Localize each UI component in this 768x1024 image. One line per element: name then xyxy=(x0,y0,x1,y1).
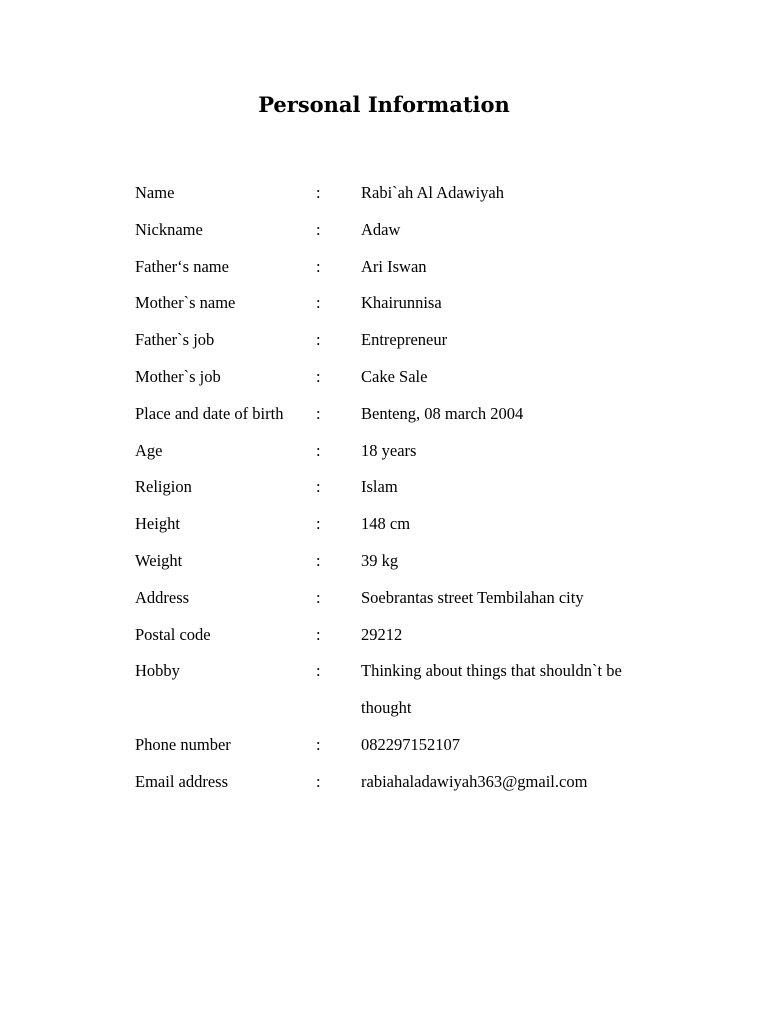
field-separator: : xyxy=(316,440,321,460)
field-value: Ari Iswan xyxy=(361,256,427,276)
field-value: 29212 xyxy=(361,624,403,644)
field-value: Soebrantas street Tembilahan city xyxy=(361,587,584,607)
field-label: Father‘s name xyxy=(135,256,229,276)
field-separator: : xyxy=(316,587,321,607)
field-label: Height xyxy=(135,514,180,534)
info-row-name xyxy=(135,175,695,212)
field-value: Entrepreneur xyxy=(361,330,448,350)
field-separator: : xyxy=(316,366,321,386)
field-separator: : xyxy=(316,771,321,791)
field-value: Benteng, 08 march 2004 xyxy=(361,403,524,423)
page-title: Personal Information xyxy=(258,92,510,117)
field-separator: : xyxy=(316,514,321,534)
info-row-height xyxy=(135,506,695,543)
field-separator: : xyxy=(316,183,321,202)
info-row-email xyxy=(135,764,695,801)
info-row-birth xyxy=(135,396,695,433)
field-value: rabiahaladawiyah363@gmail.com xyxy=(361,771,588,791)
info-row-mothers-name xyxy=(135,285,695,322)
info-row-religion xyxy=(135,469,695,506)
field-separator: : xyxy=(316,403,321,423)
field-label: Religion xyxy=(135,477,192,497)
field-label: Postal code xyxy=(135,624,211,644)
field-label: Address xyxy=(135,587,190,607)
field-value: 18 years xyxy=(361,440,417,460)
info-row-postal-code xyxy=(135,617,695,654)
field-separator: : xyxy=(316,734,321,754)
field-separator: : xyxy=(316,219,321,239)
field-label: Hobby xyxy=(135,661,180,681)
field-separator: : xyxy=(316,256,321,276)
info-row-weight xyxy=(135,543,695,580)
field-label: Phone number xyxy=(135,734,231,754)
field-value: 082297152107 xyxy=(361,734,460,754)
field-label: Age xyxy=(135,440,163,460)
info-row-nickname xyxy=(135,212,695,249)
info-row-phone xyxy=(135,727,695,764)
field-label: Place and date of birth xyxy=(135,403,284,423)
info-row-mothers-job xyxy=(135,359,695,396)
field-label: Name xyxy=(135,183,175,202)
info-row-address xyxy=(135,580,695,617)
info-row-age xyxy=(135,433,695,470)
field-label: Mother`s job xyxy=(135,366,221,386)
field-value: Islam xyxy=(361,477,398,497)
field-label: Father`s job xyxy=(135,330,215,350)
field-separator: : xyxy=(316,550,321,570)
field-separator: : xyxy=(316,330,321,350)
field-separator: : xyxy=(316,293,321,313)
field-label: Email address xyxy=(135,771,229,791)
field-separator: : xyxy=(316,477,321,497)
info-row-hobby xyxy=(135,653,695,727)
field-value: Adaw xyxy=(361,219,401,239)
field-value: Rabi`ah Al Adawiyah xyxy=(361,183,504,202)
info-row-fathers-name xyxy=(135,249,695,286)
field-label: Weight xyxy=(135,550,183,570)
field-separator: : xyxy=(316,661,321,681)
field-value: Thinking about things that shouldn`t be thought xyxy=(361,661,622,718)
field-value: 148 cm xyxy=(361,514,411,534)
field-separator: : xyxy=(316,624,321,644)
field-label: Nickname xyxy=(135,219,203,239)
field-value: 39 kg xyxy=(361,550,399,570)
field-value: Cake Sale xyxy=(361,366,428,386)
info-row-fathers-job xyxy=(135,322,695,359)
personal-info-table xyxy=(135,175,695,801)
field-label: Mother`s name xyxy=(135,293,236,313)
field-value: Khairunnisa xyxy=(361,293,442,313)
